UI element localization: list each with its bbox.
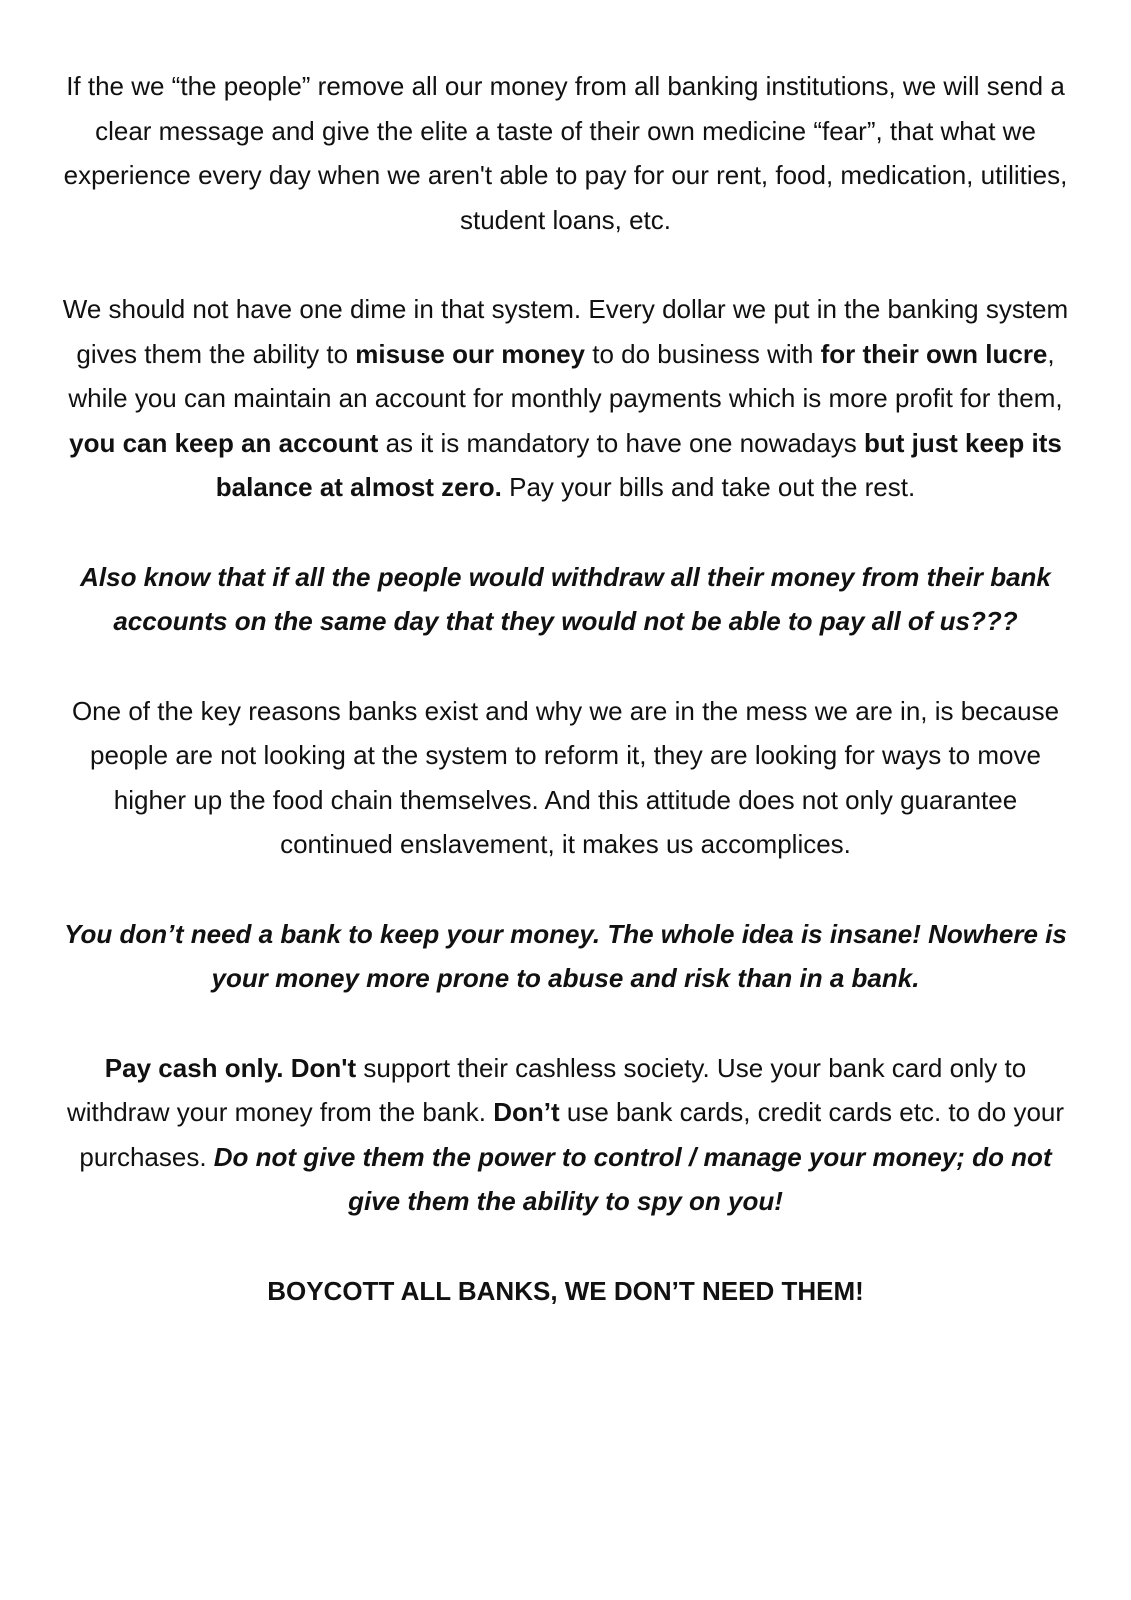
p6-bold-pay-cash: Pay cash only. xyxy=(104,1052,284,1083)
p6-text-3: use bank cards, credit cards etc. to do your purchases. xyxy=(79,1097,1065,1172)
p2-text-4: as it is mandatory to have one nowadays xyxy=(378,427,864,458)
p2-bold-keep-account: you can keep an account xyxy=(69,427,379,458)
p2-bold-lucre: for their own lucre xyxy=(820,338,1048,369)
paragraph-withdraw-warning: Also know that if all the people would withdraw all their money from their bank accounts on the same day that they would not be able to pay all of us??? xyxy=(80,561,1051,636)
p6-bold-dont-2: Don’t xyxy=(493,1097,560,1127)
paragraph-pay-cash xyxy=(56,1046,1075,1224)
p6-text-2: support their cashless society. Use your bank card only to withdraw your money from the bank. xyxy=(66,1052,1027,1127)
paragraph-intro: If the we “the people” remove all our money from all banking institutions, we will send a clear message and give the elite a taste of their own medicine “fear”, that what we experience every day when we aren't able to pay for our rent, food, medication, utilities, student loans, etc. xyxy=(63,71,1068,235)
p2-text-2: to do business with xyxy=(585,338,821,369)
p2-text-3: , while you can maintain an account for monthly payments which is more profit for them, xyxy=(68,338,1063,413)
p2-text-5: Pay your bills and take out the rest. xyxy=(501,472,916,502)
paragraph-no-bank-needed: You don’t need a bank to keep your money. The whole idea is insane! Nowhere is your money more prone to abuse and risk than in a bank. xyxy=(64,918,1067,993)
paragraph-system xyxy=(56,287,1075,510)
p2-bold-zero-balance: but just keep its balance at almost zero. xyxy=(215,427,1062,502)
headline-boycott: BOYCOTT ALL BANKS, WE DON’T NEED THEM! xyxy=(267,1275,864,1306)
p6-text-1 xyxy=(284,1053,291,1083)
p6-bold-italic-spy: Do not give them the power to control / manage your money; do not give them the ability to spy on you! xyxy=(213,1141,1052,1216)
p2-text-1: We should not have one dime in that system. Every dollar we put in the banking system gives them the ability to xyxy=(62,294,1069,369)
p6-bold-dont-1: Don't xyxy=(290,1052,357,1083)
p2-bold-misuse: misuse our money xyxy=(355,338,586,369)
document-body xyxy=(56,64,1075,1358)
paragraph-key-reasons: One of the key reasons banks exist and why we are in the mess we are in, is because people are not looking at the system to reform it, they are looking for ways to move higher up the food chain themselves. And this attitude does not only guarantee continued enslavement, it makes us accomplices. xyxy=(71,695,1060,859)
